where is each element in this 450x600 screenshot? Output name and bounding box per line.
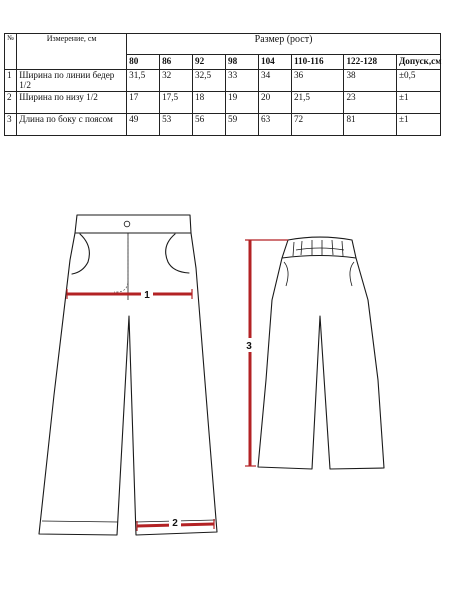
row-number: 3	[5, 114, 17, 136]
trousers-side-outline	[258, 237, 384, 469]
table-cell: 17,5	[160, 92, 193, 114]
size-92: 92	[193, 55, 226, 70]
fly-stitch	[114, 236, 128, 292]
hem-width-label: 2	[172, 518, 178, 529]
table-cell: 32	[160, 70, 193, 92]
measurement-name: Ширина по линии бедер 1/2	[17, 70, 127, 92]
size-80: 80	[127, 55, 160, 70]
side-pocket-left	[284, 262, 288, 286]
table-cell: 34	[258, 70, 291, 92]
table-cell: 19	[226, 92, 259, 114]
table-cell: 49	[127, 114, 160, 136]
table-cell: 53	[160, 114, 193, 136]
table-cell: 21,5	[291, 92, 344, 114]
size-122-128: 122-128	[344, 55, 397, 70]
tolerance-cell: ±1	[396, 114, 440, 136]
front-view-trousers	[39, 215, 217, 535]
column-header-measurement: Измерение, см	[17, 34, 127, 70]
table-cell: 23	[344, 92, 397, 114]
tolerance-cell: ±0,5	[396, 70, 440, 92]
side-pocket-right	[350, 262, 354, 286]
size-86: 86	[160, 55, 193, 70]
table-cell: 33	[226, 70, 259, 92]
left-hem-line	[42, 521, 118, 522]
side-view-trousers	[243, 237, 384, 469]
table-cell: 72	[291, 114, 344, 136]
waist-button	[124, 221, 130, 227]
column-header-tolerance: Допуск,см	[396, 55, 440, 70]
right-pocket	[166, 234, 189, 273]
table-cell: 31,5	[127, 70, 160, 92]
table-cell: 17	[127, 92, 160, 114]
table-cell: 20	[258, 92, 291, 114]
size-98: 98	[226, 55, 259, 70]
measurement-name: Длина по боку с поясом	[17, 114, 127, 136]
column-header-size: Размер (рост)	[127, 34, 441, 55]
side-length-label: 3	[246, 341, 252, 352]
row-number: 2	[5, 92, 17, 114]
waistband-dip	[296, 248, 344, 250]
table-cell: 38	[344, 70, 397, 92]
table-cell: 36	[291, 70, 344, 92]
size-110-116: 110-116	[291, 55, 344, 70]
table-cell: 32,5	[193, 70, 226, 92]
tolerance-cell: ±1	[396, 92, 440, 114]
column-header-no: №	[5, 34, 17, 70]
hip-width-label: 1	[144, 290, 150, 301]
table-cell: 56	[193, 114, 226, 136]
measurement-name: Ширина по низу 1/2	[17, 92, 127, 114]
size-104: 104	[258, 55, 291, 70]
left-pocket	[72, 234, 89, 274]
table-cell: 18	[193, 92, 226, 114]
table-cell: 63	[258, 114, 291, 136]
table-cell: 81	[344, 114, 397, 136]
table-cell: 59	[226, 114, 259, 136]
row-number: 1	[5, 70, 17, 92]
